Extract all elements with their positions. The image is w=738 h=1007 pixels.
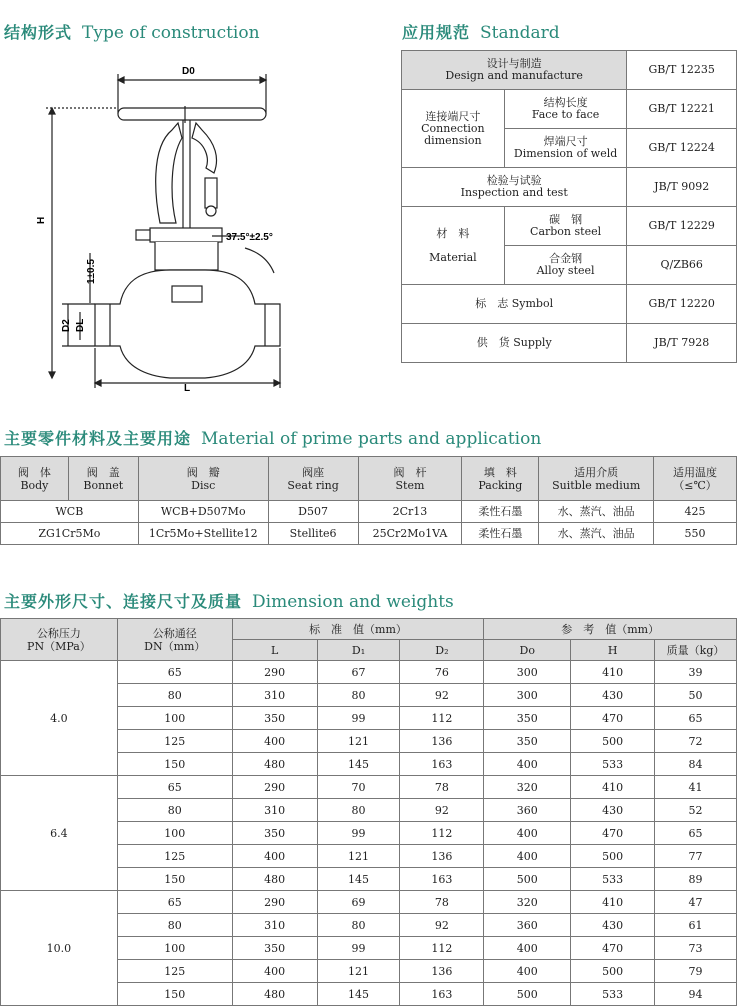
cell: 80 [117,684,232,707]
cell: 80 [117,799,232,822]
std-cell: 供 货 Supply [402,324,627,363]
cell: 121 [317,845,400,868]
table-header-row [1,619,737,640]
cell: 125 [117,960,232,983]
cell: 300 [484,661,571,684]
table-row [1,523,737,545]
parts-table [0,456,737,545]
label-d2: D2 [61,319,72,332]
std-value: JB/T 9092 [627,168,737,207]
cell: 410 [571,776,655,799]
cell: 145 [317,753,400,776]
cell: 163 [400,753,484,776]
col-header-l: L [232,640,317,661]
cell: 400 [484,822,571,845]
table-row [402,207,737,246]
cell: 92 [400,684,484,707]
cell: 533 [571,983,655,1006]
std-cell: 合金钢 Alloy steel [504,246,627,285]
cell: 41 [655,776,737,799]
cell: 400 [232,730,317,753]
cell: 100 [117,937,232,960]
standard-table [401,50,737,363]
cell: 39 [655,661,737,684]
cell: 99 [317,937,400,960]
dn-header: 公称通径 DN（mm） [117,619,232,661]
cell: 290 [232,776,317,799]
std-cell: 检验与试验 Inspection and test [402,168,627,207]
cell: 89 [655,868,737,891]
cell: 50 [655,684,737,707]
cell: 61 [655,914,737,937]
cell: 430 [571,914,655,937]
cell: 99 [317,822,400,845]
cell: 360 [484,914,571,937]
std-cell: 结构长度 Face to face [504,90,627,129]
cell: 70 [317,776,400,799]
cell: Stellite6 [268,523,358,545]
col-header: 填 料 Packing [462,457,539,501]
cell: 65 [655,707,737,730]
cell: 2Cr13 [358,501,462,523]
std-cell: 设计与制造 Design and manufacture [402,51,627,90]
cell: 350 [232,822,317,845]
cell: 470 [571,937,655,960]
cell: 80 [117,914,232,937]
table-row [402,51,737,90]
cell: 125 [117,845,232,868]
cell: 112 [400,822,484,845]
cell: 柔性石墨 [462,523,539,545]
cell: 80 [317,684,400,707]
pn-header: 公称压力 PN（MPa） [1,619,118,661]
cell: 94 [655,983,737,1006]
col-header-d2: D₂ [400,640,484,661]
cell: 100 [117,822,232,845]
material-heading: 主要零件材料及主要用途 Material of prime parts and application [4,429,542,449]
cell: ZG1Cr5Mo [1,523,139,545]
cell: 水、蒸汽、油品 [539,523,654,545]
cell: 145 [317,868,400,891]
cell: 400 [484,845,571,868]
table-row [402,90,737,129]
cell: 67 [317,661,400,684]
std-value: GB/T 12220 [627,285,737,324]
cell: 350 [232,937,317,960]
table-row [1,661,737,684]
cell: 360 [484,799,571,822]
pn-cell: 10.0 [1,891,118,1006]
label-l: L [184,383,191,393]
cell: 400 [484,937,571,960]
std-value: GB/T 12235 [627,51,737,90]
table-row [1,776,737,799]
col-header-weight: 质量（kg） [655,640,737,661]
cell: 290 [232,661,317,684]
cell: 25Cr2Mo1VA [358,523,462,545]
cell: 550 [654,523,737,545]
cell: 112 [400,937,484,960]
label-angle: 37.5°±2.5° [226,232,273,243]
col-header: 阀 杆 Stem [358,457,462,501]
col-header: 阀 体 Body [1,457,69,501]
cell: 500 [571,960,655,983]
cell: 84 [655,753,737,776]
cell: 125 [117,730,232,753]
cell: 350 [484,707,571,730]
cell: 480 [232,753,317,776]
cell: 112 [400,707,484,730]
cell: 290 [232,891,317,914]
cell: 73 [655,937,737,960]
cell: 121 [317,960,400,983]
construction-heading: 结构形式 Type of construction [4,23,260,43]
cell: 400 [232,845,317,868]
label-h: H [36,216,47,224]
table-header-row [1,457,737,501]
cell: 78 [400,891,484,914]
cell: 425 [654,501,737,523]
cell: 65 [117,776,232,799]
cell: 470 [571,822,655,845]
std-value: GB/T 12229 [627,207,737,246]
cell: 92 [400,914,484,937]
cell: 500 [484,868,571,891]
cell: 310 [232,799,317,822]
cell: 470 [571,707,655,730]
dimension-table [0,618,737,1006]
cell: 136 [400,845,484,868]
std-value: GB/T 12221 [627,90,737,129]
cell: 500 [484,983,571,1006]
std-header: 标 准 值（mm） [232,619,484,640]
cell: WCB+D507Mo [138,501,268,523]
cell: 65 [655,822,737,845]
std-group-cell: 材 料 Material [402,207,505,285]
cell: 77 [655,845,737,868]
cell: 430 [571,799,655,822]
table-row [402,285,737,324]
cell: 300 [484,684,571,707]
cell: 430 [571,684,655,707]
cell: 350 [232,707,317,730]
cell: 121 [317,730,400,753]
valve-drawing [0,48,330,393]
std-cell: 焊端尺寸 Dimension of weld [504,129,627,168]
cell: 150 [117,983,232,1006]
cell: 310 [232,684,317,707]
cell: 69 [317,891,400,914]
cell: 150 [117,753,232,776]
cell: 320 [484,891,571,914]
cell: 533 [571,753,655,776]
cell: 柔性石墨 [462,501,539,523]
ref-header: 参 考 值（mm） [484,619,737,640]
table-row [402,324,737,363]
cell: 533 [571,868,655,891]
std-value: Q/ZB66 [627,246,737,285]
cell: 136 [400,730,484,753]
cell: 350 [484,730,571,753]
label-tol: 1±0.5 [86,259,97,284]
std-value: JB/T 7928 [627,324,737,363]
col-header: 适用温度 （≤℃） [654,457,737,501]
col-header: 阀 盖 Bonnet [68,457,138,501]
std-group-cell: 连接端尺寸 Connection dimension [402,90,505,168]
std-value: GB/T 12224 [627,129,737,168]
label-dl: DL [75,318,86,332]
cell: 76 [400,661,484,684]
cell: 52 [655,799,737,822]
cell: 72 [655,730,737,753]
cell: 145 [317,983,400,1006]
cell: 65 [117,891,232,914]
cell: 150 [117,868,232,891]
cell: 320 [484,776,571,799]
cell: 400 [484,753,571,776]
table-row [1,501,737,523]
cell: 47 [655,891,737,914]
col-header-h: H [571,640,655,661]
cell: 480 [232,983,317,1006]
col-header-d1: D₁ [317,640,400,661]
table-row [1,891,737,914]
dimension-heading: 主要外形尺寸、连接尺寸及质量 Dimension and weights [4,592,454,612]
cell: 410 [571,661,655,684]
cell: 1Cr5Mo+Stellite12 [138,523,268,545]
col-header: 阀座 Seat ring [268,457,358,501]
standard-heading: 应用规范 Standard [402,23,560,43]
cell: 79 [655,960,737,983]
cell: 80 [317,914,400,937]
cell: 500 [571,845,655,868]
cell: 99 [317,707,400,730]
cell: 80 [317,799,400,822]
cell: 78 [400,776,484,799]
cell: 410 [571,891,655,914]
cell: 310 [232,914,317,937]
cell: 400 [232,960,317,983]
cell: 136 [400,960,484,983]
cell: 100 [117,707,232,730]
std-cell: 碳 钢 Carbon steel [504,207,627,246]
col-header-do: Do [484,640,571,661]
cell: 92 [400,799,484,822]
cell: D507 [268,501,358,523]
label-d0: D0 [182,66,195,77]
pn-cell: 6.4 [1,776,118,891]
table-row [402,168,737,207]
cell: 163 [400,868,484,891]
cell: WCB [1,501,139,523]
cell: 65 [117,661,232,684]
cell: 163 [400,983,484,1006]
std-cell: 标 志 Symbol [402,285,627,324]
cell: 480 [232,868,317,891]
cell: 水、蒸汽、油品 [539,501,654,523]
cell: 400 [484,960,571,983]
col-header: 阀 瓣 Disc [138,457,268,501]
pn-cell: 4.0 [1,661,118,776]
cell: 500 [571,730,655,753]
col-header: 适用介质 Suitble medium [539,457,654,501]
